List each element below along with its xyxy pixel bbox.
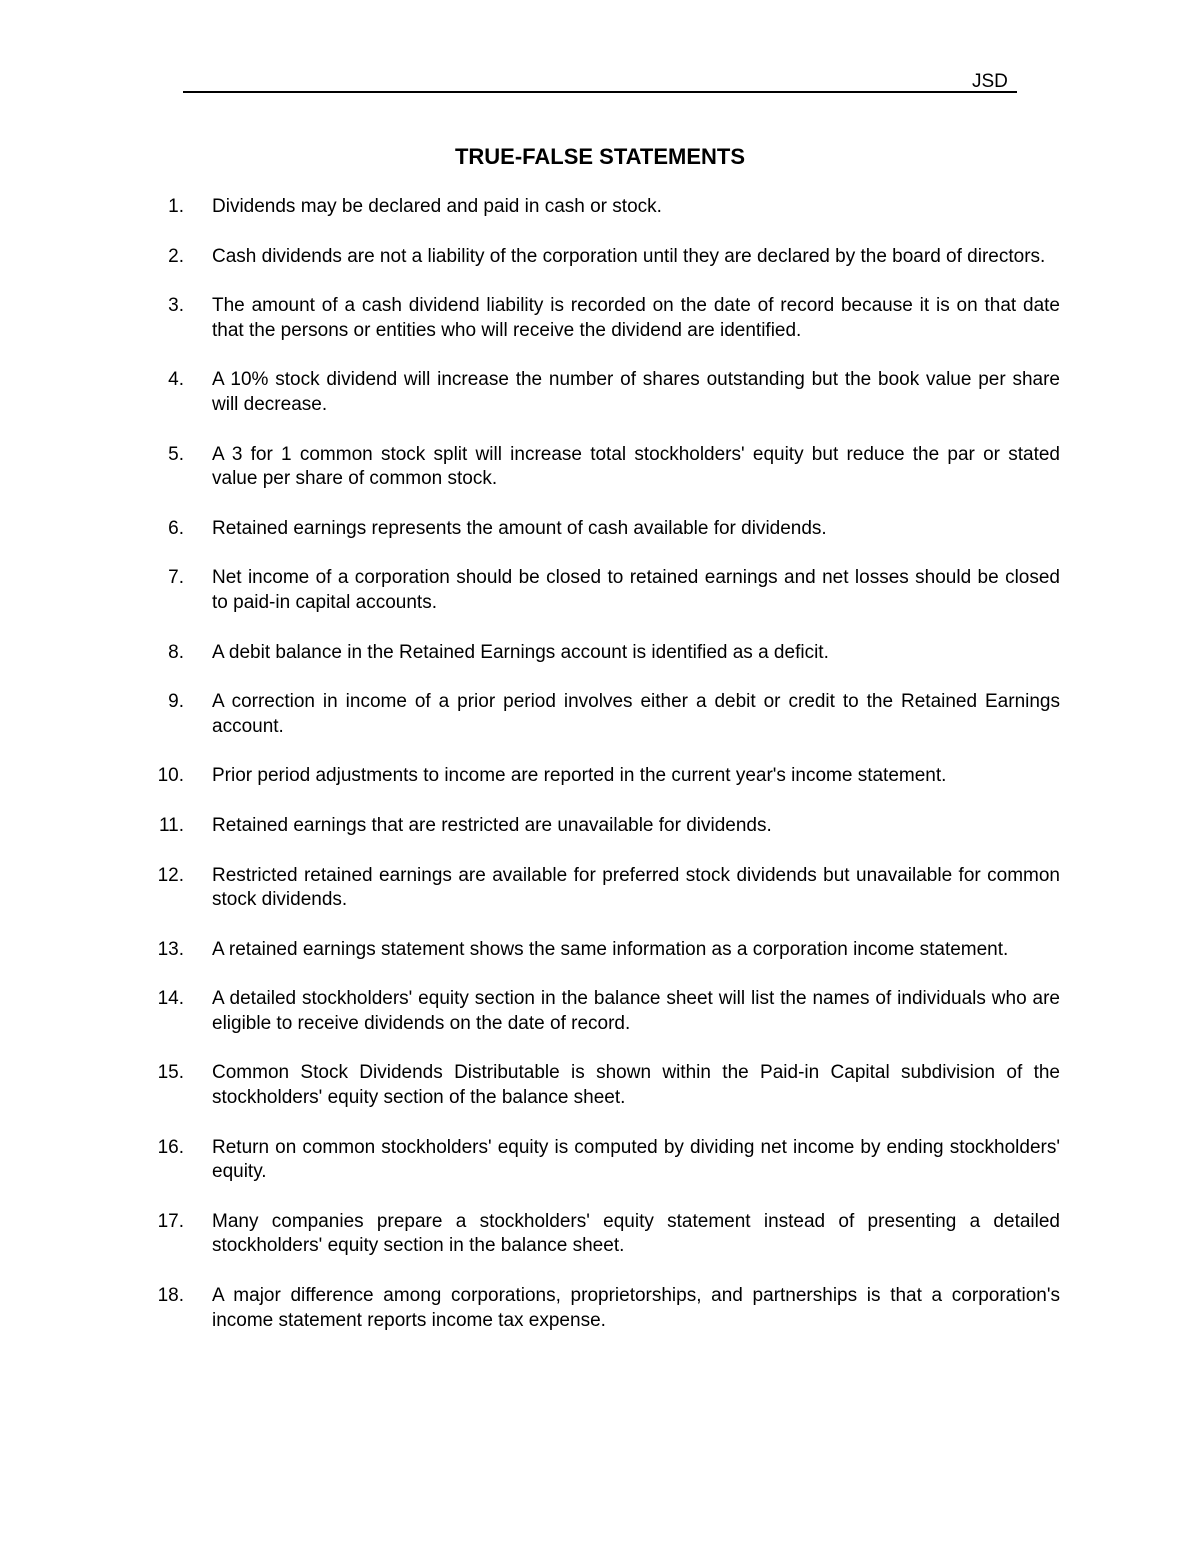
header-rule [183,91,1017,93]
statement-number: 11. [158,814,184,836]
statement-number: 17. [157,1210,184,1232]
statement-item [140,814,1060,839]
statement-text: A 3 for 1 common stock split will increase total stockholders' equity but reduce the par or stated value per share of common stock. [212,443,1060,490]
statement-text: A debit balance in the Retained Earnings account is identified as a deficit. [212,641,829,663]
page-title: TRUE-FALSE STATEMENTS [454,144,746,169]
statement-text: Prior period adjustments to income are reported in the current year's income statement. [212,765,947,787]
statement-text: A major difference among corporations, proprietorships, and partnerships is that a corporation's income statement reports income tax expense. [212,1285,1060,1331]
statement-number: 15. [157,1062,184,1084]
statement-text: Return on common stockholders' equity is computed by dividing net income by ending stockholders' equity. [212,1136,1060,1183]
statement-number: 6. [168,517,184,539]
statement-item [140,294,1060,343]
statement-text: Dividends may be declared and paid in cash or stock. [212,196,662,217]
statement-number: 1. [168,196,184,217]
statement-item [140,1136,1060,1185]
statement-text: The amount of a cash dividend liability is recorded on the date of record because it is on that date that the persons or entities who will receive the dividend are identified. [212,295,1060,341]
statement-text: Restricted retained earnings are available for preferred stock dividends but unavailable for common stock dividends. [212,864,1060,911]
statement-item [140,245,1060,270]
statement-number: 12. [157,864,184,886]
statement-text: Retained earnings represents the amount of cash available for dividends. [212,517,827,539]
statement-number: 3. [168,295,184,317]
statement-item [140,1210,1060,1259]
statement-text: Many companies prepare a stockholders' equity statement instead of presenting a detailed stockholders' equity section in the balance sheet. [212,1210,1060,1257]
statement-text: A 10% stock dividend will increase the number of shares outstanding but the book value per share will decrease. [212,369,1060,415]
statement-item [140,1061,1060,1110]
statement-item [140,443,1060,492]
statement-number: 9. [168,691,184,713]
statement-text: Net income of a corporation should be closed to retained earnings and net losses should be closed to paid-in capital accounts. [212,567,1060,613]
statement-item [140,938,1060,963]
statement-item [140,864,1060,913]
statement-item [140,566,1060,615]
statement-item [140,641,1060,666]
statement-text: A retained earnings statement shows the same information as a corporation income statement. [212,938,1009,960]
statement-number: 18. [157,1285,184,1307]
statement-text: A correction in income of a prior period involves either a debit or credit to the Retained Earnings account. [212,691,1060,737]
statement-text: Retained earnings that are restricted are unavailable for dividends. [212,814,772,836]
statement-number: 13. [157,938,184,960]
statement-item [140,368,1060,417]
statement-number: 16. [157,1136,184,1158]
statement-item [140,1284,1060,1333]
header-initials: JSD [972,71,1008,92]
statement-item [140,690,1060,739]
statement-text: Common Stock Dividends Distributable is shown within the Paid-in Capital subdivision of the stockholders' equity section of the balance sheet. [212,1062,1060,1109]
statement-number: 10. [157,765,184,787]
statement-text: A detailed stockholders' equity section in the balance sheet will list the names of individuals who are eligible to receive dividends on the date of record. [212,988,1060,1034]
statement-number: 4. [168,369,184,391]
statement-item [140,764,1060,789]
statement-number: 8. [168,641,184,663]
statement-item [140,517,1060,542]
statement-list [140,195,1060,1358]
statement-text: Cash dividends are not a liability of the corporation until they are declared by the board of directors. [212,245,1046,267]
statement-number: 14. [157,988,184,1010]
statement-number: 5. [168,443,184,465]
statement-number: 7. [168,567,184,589]
statement-number: 2. [168,245,184,267]
statement-item [140,195,1060,220]
statement-item [140,987,1060,1036]
